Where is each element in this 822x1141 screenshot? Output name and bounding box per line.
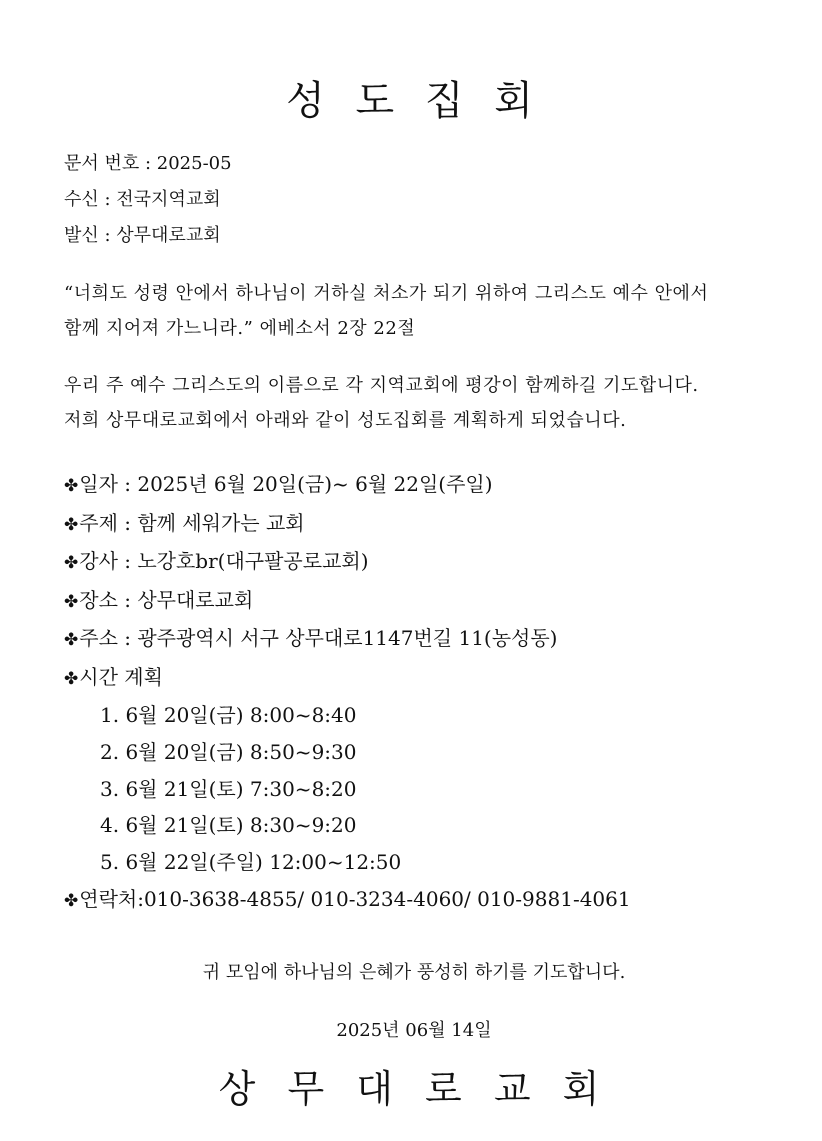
doc-number-line: 문서 번호 : 2025-05 <box>64 153 232 174</box>
item-address-text: 주소 : 광주광역시 서구 상무대로1147번길 11(농성동) <box>79 626 558 650</box>
clover-bullet-icon: ✤ <box>64 630 79 650</box>
item-venue-text: 장소 : 상무대로교회 <box>79 587 254 612</box>
item-date-text: 일자 : 2025년 6월 20일(금)~ 6월 22일(주일) <box>79 472 493 496</box>
item-speaker <box>64 543 764 582</box>
page-title: 성 도 집 회 <box>286 78 542 124</box>
session-row: 5. 6월 22일(주일) 12:00~12:50 <box>100 850 402 875</box>
church-name-signature: 상 무 대 로 교 회 <box>218 1067 610 1112</box>
clover-bullet-icon: ✤ <box>64 668 79 689</box>
session-row: 4. 6월 21일(토) 8:30~9:20 <box>100 813 357 838</box>
document-meta <box>64 146 764 254</box>
item-address <box>64 620 764 659</box>
clover-bullet-icon: ✤ <box>64 514 79 535</box>
greeting-line: 저희 상무대로교회에서 아래와 같이 성도집회를 계획하게 되었습니다. <box>64 410 627 431</box>
session-row: 1. 6월 20일(금) 8:00~8:40 <box>100 703 357 727</box>
scripture-line: 함께 지어져 가느니라.” 에베소서 2장 22절 <box>64 318 416 339</box>
item-schedule-heading <box>64 659 764 698</box>
item-speaker-text: 강사 : 노강호br(대구팔공로교회) <box>79 549 369 573</box>
blessing-line: 귀 모임에 하나님의 은혜가 풍성히 하기를 기도합니다. <box>202 962 626 984</box>
session-row: 3. 6월 21일(토) 7:30~8:20 <box>100 776 357 801</box>
scripture-quote <box>64 276 764 346</box>
greeting-line: 우리 주 예수 그리스도의 이름으로 각 지역교회에 평강이 함께하길 기도합니다. <box>64 375 699 396</box>
clover-bullet-icon: ✤ <box>64 890 79 911</box>
item-topic-text: 주제 : 함께 세워가는 교회 <box>79 510 305 535</box>
clover-bullet-icon: ✤ <box>64 476 79 496</box>
clover-bullet-icon: ✤ <box>64 591 79 612</box>
session-row: 2. 6월 20일(금) 8:50~9:30 <box>100 739 357 764</box>
item-topic <box>64 505 764 544</box>
item-schedule-heading-text: 시간 계획 <box>79 664 163 689</box>
item-contact <box>64 881 764 920</box>
greeting-paragraph <box>64 368 764 438</box>
issue-date: 2025년 06월 14일 <box>336 1020 492 1042</box>
item-venue <box>64 582 764 621</box>
recipient-line: 수신 : 전국지역교회 <box>64 189 221 210</box>
item-date <box>64 466 764 505</box>
session-list <box>64 697 764 881</box>
sender-line: 발신 : 상무대로교회 <box>64 225 221 246</box>
event-details-list <box>64 466 764 919</box>
clover-bullet-icon: ✤ <box>64 553 79 573</box>
scripture-line: “너희도 성령 안에서 하나님이 거하실 처소가 되기 위하여 그리스도 예수 안에서 <box>64 283 709 304</box>
item-contact-text: 연락처:010-3638-4855/ 010-3234-4060/ 010-9881-4061 <box>79 886 631 911</box>
